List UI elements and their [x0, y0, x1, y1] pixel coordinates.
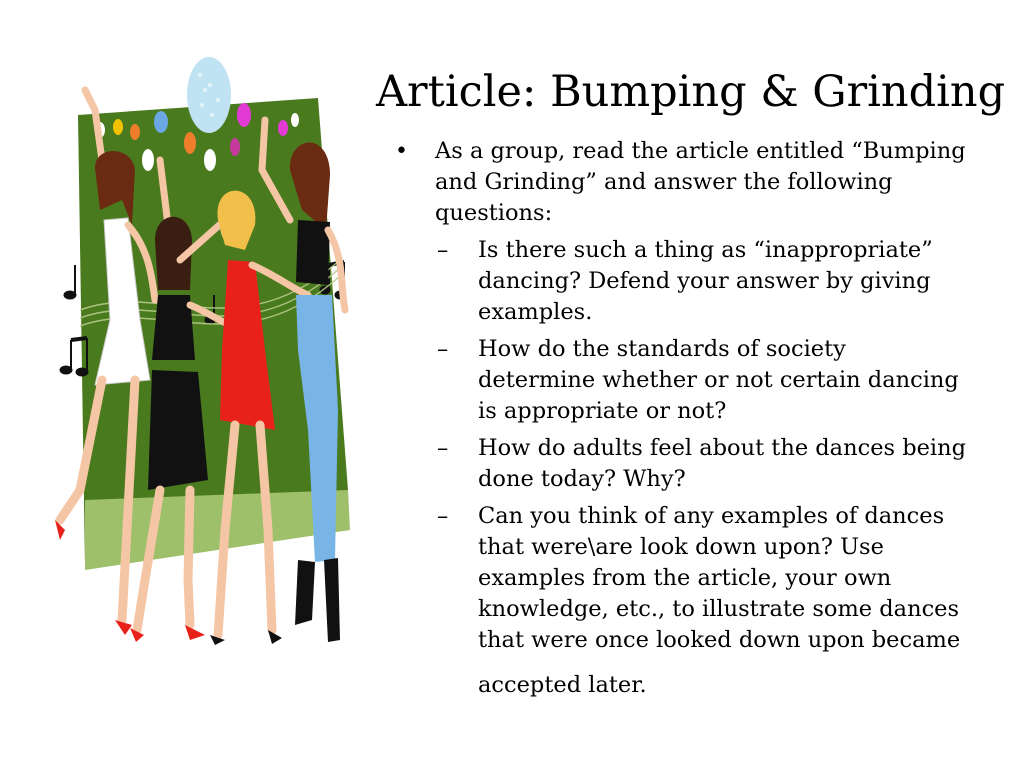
sub-bullet-item — [437, 235, 1002, 328]
main-bullet-text: As a group, read the article entitled “Bumping and Grinding” and answer the following questions: — [435, 138, 966, 226]
sub-bullet-item — [437, 501, 1002, 701]
sub-bullet-text — [478, 501, 968, 701]
sub-bullet-item — [437, 433, 1002, 495]
slide-content — [392, 136, 1002, 701]
disco-ball-icon — [187, 57, 231, 133]
sub-bullet-text: Is there such a thing as “inappropriate” dancing? Defend your answer by giving examples. — [478, 237, 933, 325]
slide-title: Article: Bumping & Grinding — [376, 67, 1006, 117]
sub-bullet-list — [392, 235, 1002, 701]
bullet-icon: • — [395, 139, 408, 164]
sub-bullet-text-tail: accepted later. — [478, 672, 647, 698]
dash-icon: – — [437, 503, 449, 529]
main-bullet — [392, 136, 1002, 229]
dash-icon: – — [437, 336, 449, 362]
dash-icon: – — [437, 435, 449, 461]
sub-bullet-item — [437, 334, 1002, 427]
sub-bullet-text-main: Can you think of any examples of dances that were\are look down upon? Use examples from the article, your own knowledge, etc., to illustrate some dances that were once looked down upon became — [478, 503, 961, 653]
dancing-women-clipart — [40, 50, 370, 650]
sub-bullet-text: How do the standards of society determine whether or not certain dancing is appropriate or not? — [478, 336, 959, 424]
dash-icon: – — [437, 237, 449, 263]
sub-bullet-text: How do adults feel about the dances being done today? Why? — [478, 435, 967, 492]
